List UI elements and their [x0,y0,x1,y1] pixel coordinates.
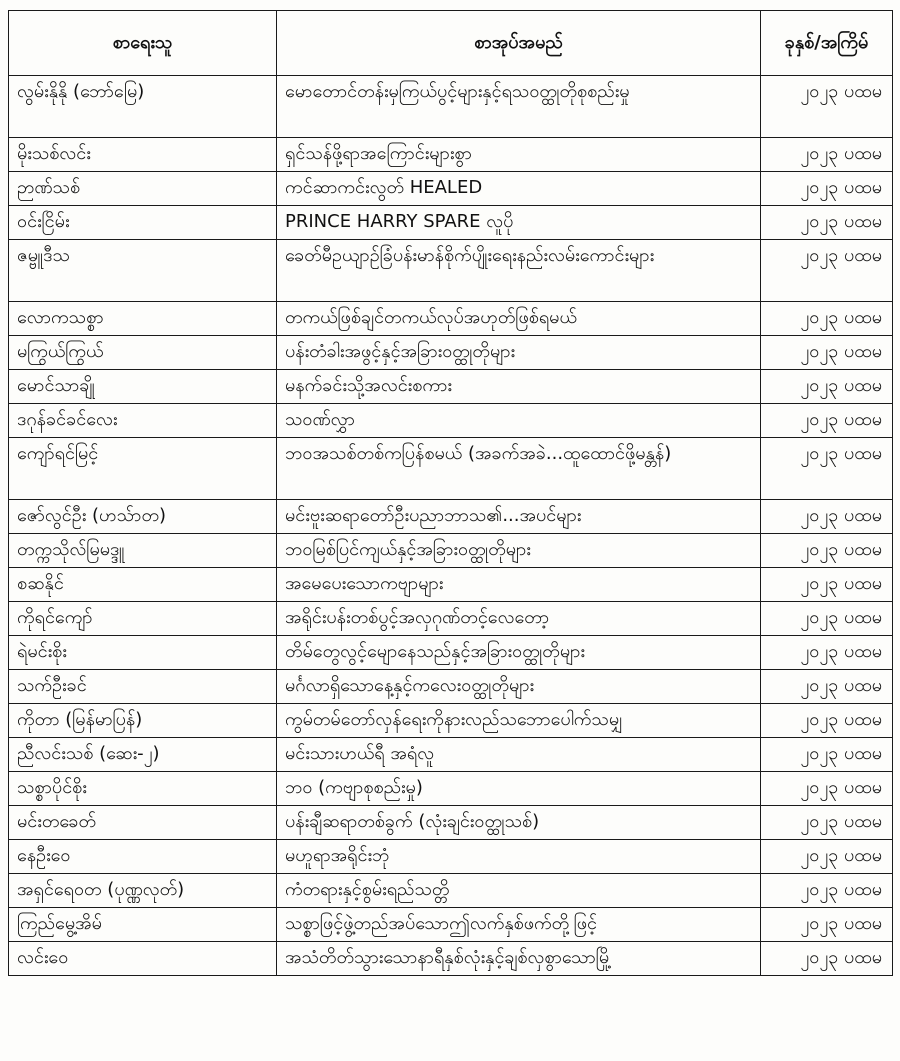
table-row [9,908,893,942]
title-cell: ဘဝ (ကဗျာစုစည်းမှု) [277,772,761,806]
edition-cell: ၂၀၂၃ ပထမ [761,568,893,602]
edition-cell: ၂၀၂၃ ပထမ [761,76,893,138]
edition-cell: ၂၀၂၃ ပထမ [761,206,893,240]
author-cell: ဝင်းငြိမ်း [9,206,277,240]
author-cell: မင်းတခေတ် [9,806,277,840]
author-cell: ရဲမင်းစိုး [9,636,277,670]
table-row [9,840,893,874]
table-row [9,534,893,568]
author-cell: စဆနိုင် [9,568,277,602]
author-cell: သစ္စာပိုင်စိုး [9,772,277,806]
author-cell: ကျော်ရင်မြင့် [9,438,277,500]
title-cell: PRINCE HARRY SPARE လူပို [277,206,761,240]
edition-cell: ၂၀၂၃ ပထမ [761,874,893,908]
title-cell: မနက်ခင်းသို့အလင်းစကား [277,370,761,404]
table-row [9,302,893,336]
author-cell: လောကသစ္စာ [9,302,277,336]
header-title: စာအုပ်အမည် [277,11,761,76]
author-cell: ကိုရင်ကျော် [9,602,277,636]
edition-cell: ၂၀၂၃ ပထမ [761,670,893,704]
author-cell: မိုးသစ်လင်း [9,138,277,172]
edition-cell: ၂၀၂၃ ပထမ [761,336,893,370]
title-cell: ပန်းချီဆရာတစ်ခွက် (လုံးချင်းဝတ္ထုသစ်) [277,806,761,840]
title-cell: ကံတရားနှင့်စွမ်းရည်သတ္တိ [277,874,761,908]
author-cell: ဇမ္ဗူဒီသ [9,240,277,302]
title-cell: ခေတ်မီဥယျာဉ်ခြံပန်းမာန်စိုက်ပျိုးရေးနည်းလမ်းကောင်းများ [277,240,761,302]
title-cell: မင်္ဂလာရှိသောနေ့နှင့်ကလေးဝတ္ထုတိုများ [277,670,761,704]
title-cell: မောတောင်တန်းမှကြယ်ပွင့်များနှင့်ရသဝတ္ထုတိုစုစည်းမှု [277,76,761,138]
edition-cell: ၂၀၂၃ ပထမ [761,942,893,976]
table-row [9,206,893,240]
author-cell: ညီလင်းသစ် (ဆေး-၂) [9,738,277,772]
author-cell: နေဦးဝေ [9,840,277,874]
title-cell: ရှင်သန်ဖို့ရာအကြောင်းများစွာ [277,138,761,172]
table-row [9,942,893,976]
author-cell: ကြည်မွေ့အိမ် [9,908,277,942]
title-cell: တကယ်ဖြစ်ချင်တကယ်လုပ်အဟုတ်ဖြစ်ရမယ် [277,302,761,336]
author-cell: အရှင်ရေဝတ (ပုဏ္ဏလုတ်) [9,874,277,908]
edition-cell: ၂၀၂၃ ပထမ [761,534,893,568]
table-row [9,404,893,438]
edition-cell: ၂၀၂၃ ပထမ [761,500,893,534]
title-cell: ကင်ဆာကင်းလွတ် HEALED [277,172,761,206]
table-row [9,670,893,704]
title-cell: မင်းဗူးဆရာတော်ဦးပညာဘာသ၏...အပင်များ [277,500,761,534]
title-cell: ဘဝအသစ်တစ်ကပြန်စမယ် (အခက်အခဲ...ထူထောင်ဖို့မန္တန်) [277,438,761,500]
title-cell: ကွမ်တမ်တော်လှန်ရေးကိုနားလည်သဘောပေါက်သမျှ [277,704,761,738]
edition-cell: ၂၀၂၃ ပထမ [761,704,893,738]
table-header-row [9,11,893,76]
edition-cell: ၂၀၂၃ ပထမ [761,404,893,438]
edition-cell: ၂၀၂၃ ပထမ [761,738,893,772]
title-cell: ဘဝမြစ်ပြင်ကျယ်နှင့်အခြားဝတ္ထုတိုများ [277,534,761,568]
title-cell: ပန်းတံခါးအဖွင့်နှင့်အခြားဝတ္ထုတိုများ [277,336,761,370]
title-cell: သစ္စာဖြင့်ဖွဲ့တည်အပ်သောဤလက်နှစ်ဖက်တို့ဖြင့် [277,908,761,942]
author-cell: ကိုတာ (မြန်မာပြန်) [9,704,277,738]
author-cell: မကြွယ်ကြွယ် [9,336,277,370]
author-cell: တက္ကသိုလ်မြမဒ္ဒူ [9,534,277,568]
table-row [9,772,893,806]
edition-cell: ၂၀၂၃ ပထမ [761,636,893,670]
edition-cell: ၂၀၂၃ ပထမ [761,370,893,404]
title-cell: သဝဏ်လွှာ [277,404,761,438]
table-row [9,438,893,500]
author-cell: ဇော်လွင်ဦး (ဟသ်ာတ) [9,500,277,534]
edition-cell: ၂၀၂၃ ပထမ [761,172,893,206]
title-cell: အသံတိတ်သွားသောနာရီနှစ်လုံးနှင့်ချစ်လှစွာသောမြို့ [277,942,761,976]
book-list-table [8,10,893,976]
edition-cell: ၂၀၂၃ ပထမ [761,438,893,500]
table-row [9,172,893,206]
table-row [9,636,893,670]
table-row [9,568,893,602]
header-author: စာရေးသူ [9,11,277,76]
table-row [9,874,893,908]
table-row [9,240,893,302]
header-edition: ခုနှစ်/အကြိမ် [761,11,893,76]
table-row [9,500,893,534]
table-row [9,76,893,138]
edition-cell: ၂၀၂၃ ပထမ [761,840,893,874]
author-cell: လင်းဝေ [9,942,277,976]
table-row [9,336,893,370]
title-cell: အရိုင်းပန်းတစ်ပွင့်အလှဂုဏ်တင့်လေတော့ [277,602,761,636]
edition-cell: ၂၀၂၃ ပထမ [761,772,893,806]
title-cell: မင်းသားဟယ်ရီ အရံလူ [277,738,761,772]
table-row [9,806,893,840]
title-cell: တိမ်တွေလွင့်မျောနေသည်နှင့်အခြားဝတ္ထုတိုများ [277,636,761,670]
table-row [9,704,893,738]
author-cell: ဒဂုန်ခင်ခင်လေး [9,404,277,438]
table-row [9,738,893,772]
edition-cell: ၂၀၂၃ ပထမ [761,302,893,336]
author-cell: ဉာဏ်သစ် [9,172,277,206]
author-cell: မောင်သာချို [9,370,277,404]
edition-cell: ၂၀၂၃ ပထမ [761,240,893,302]
table-row [9,370,893,404]
edition-cell: ၂၀၂၃ ပထမ [761,138,893,172]
title-cell: မဟူရာအရိုင်းဘုံ [277,840,761,874]
title-cell: အမေပေးသောကဗျာများ [277,568,761,602]
edition-cell: ၂၀၂၃ ပထမ [761,602,893,636]
edition-cell: ၂၀၂၃ ပထမ [761,908,893,942]
edition-cell: ၂၀၂၃ ပထမ [761,806,893,840]
table-row [9,602,893,636]
table-row [9,138,893,172]
author-cell: သက်ဦးခင် [9,670,277,704]
author-cell: လွမ်းနိုနို (ဘော်မြေ) [9,76,277,138]
